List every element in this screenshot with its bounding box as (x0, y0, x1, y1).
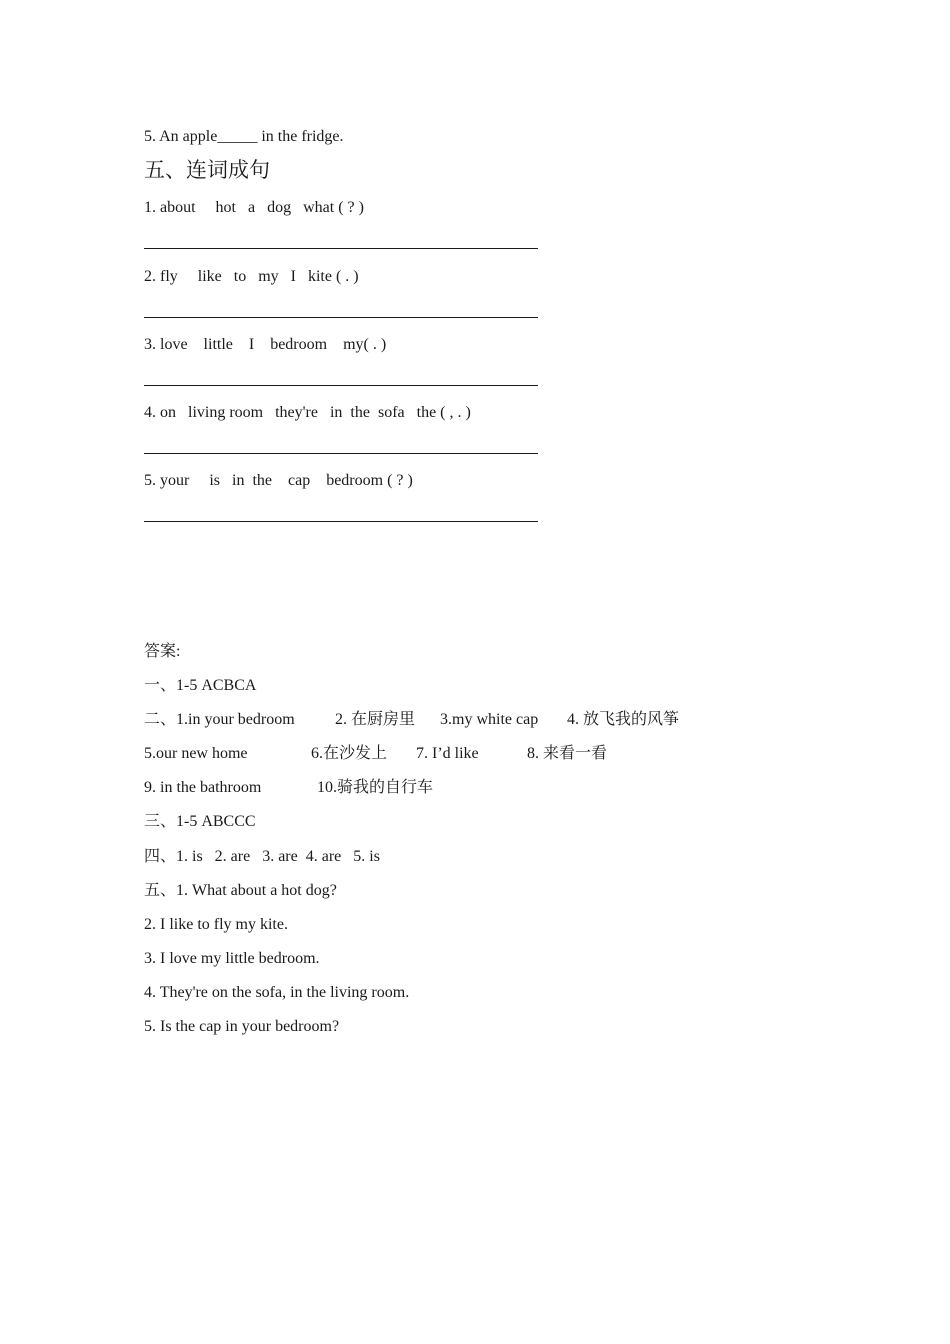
answer-2-1: 二、1.in your bedroom (144, 711, 295, 728)
answers-section-4: 四、1. is 2. are 3. are 4. are 5. is (144, 848, 380, 865)
answer-blank-1 (144, 248, 538, 249)
answers-section-5-line-4: 4. They're on the sofa, in the living room. (144, 984, 410, 1001)
section5-question-1: 1. about hot a dog what ( ? ) (144, 199, 364, 216)
answers-section-1: 一、1-5 ACBCA (144, 677, 257, 694)
answers-section-5-line-5: 5. Is the cap in your bedroom? (144, 1018, 340, 1035)
answer-2-2: 2. 在厨房里 (335, 711, 416, 728)
answer-2-6: 6.在沙发上 (311, 745, 388, 762)
answer-blank-4 (144, 453, 538, 454)
answer-blank-2 (144, 317, 538, 318)
answers-section-5-line-2: 2. I like to fly my kite. (144, 916, 288, 933)
section5-question-5: 5. your is in the cap bedroom ( ? ) (144, 472, 413, 489)
answer-2-7: 7. I’d like (416, 745, 479, 762)
answer-2-10: 10.骑我的自行车 (317, 779, 434, 796)
answer-2-3: 3.my white cap (440, 711, 539, 728)
section5-heading: 五、连词成句 (144, 158, 270, 182)
answers-title: 答案: (144, 643, 181, 660)
answer-2-9: 9. in the bathroom (144, 779, 262, 796)
section5-question-4: 4. on living room they're in the sofa the ( , . ) (144, 404, 471, 421)
section5-question-3: 3. love little I bedroom my( . ) (144, 336, 387, 353)
answer-blank-5 (144, 521, 538, 522)
section4-question-5: 5. An apple_____ in the fridge. (144, 128, 344, 145)
section5-question-2: 2. fly like to my I kite ( . ) (144, 268, 359, 285)
answers-section-5-line-3: 3. I love my little bedroom. (144, 950, 320, 967)
answer-blank-3 (144, 385, 538, 386)
answers-section-5-line-1: 五、1. What about a hot dog? (144, 882, 337, 899)
answers-section-3: 三、1-5 ABCCC (144, 813, 256, 830)
answer-2-5: 5.our new home (144, 745, 248, 762)
answer-2-8: 8. 来看一看 (527, 745, 608, 762)
answer-2-4: 4. 放飞我的风筝 (567, 711, 680, 728)
